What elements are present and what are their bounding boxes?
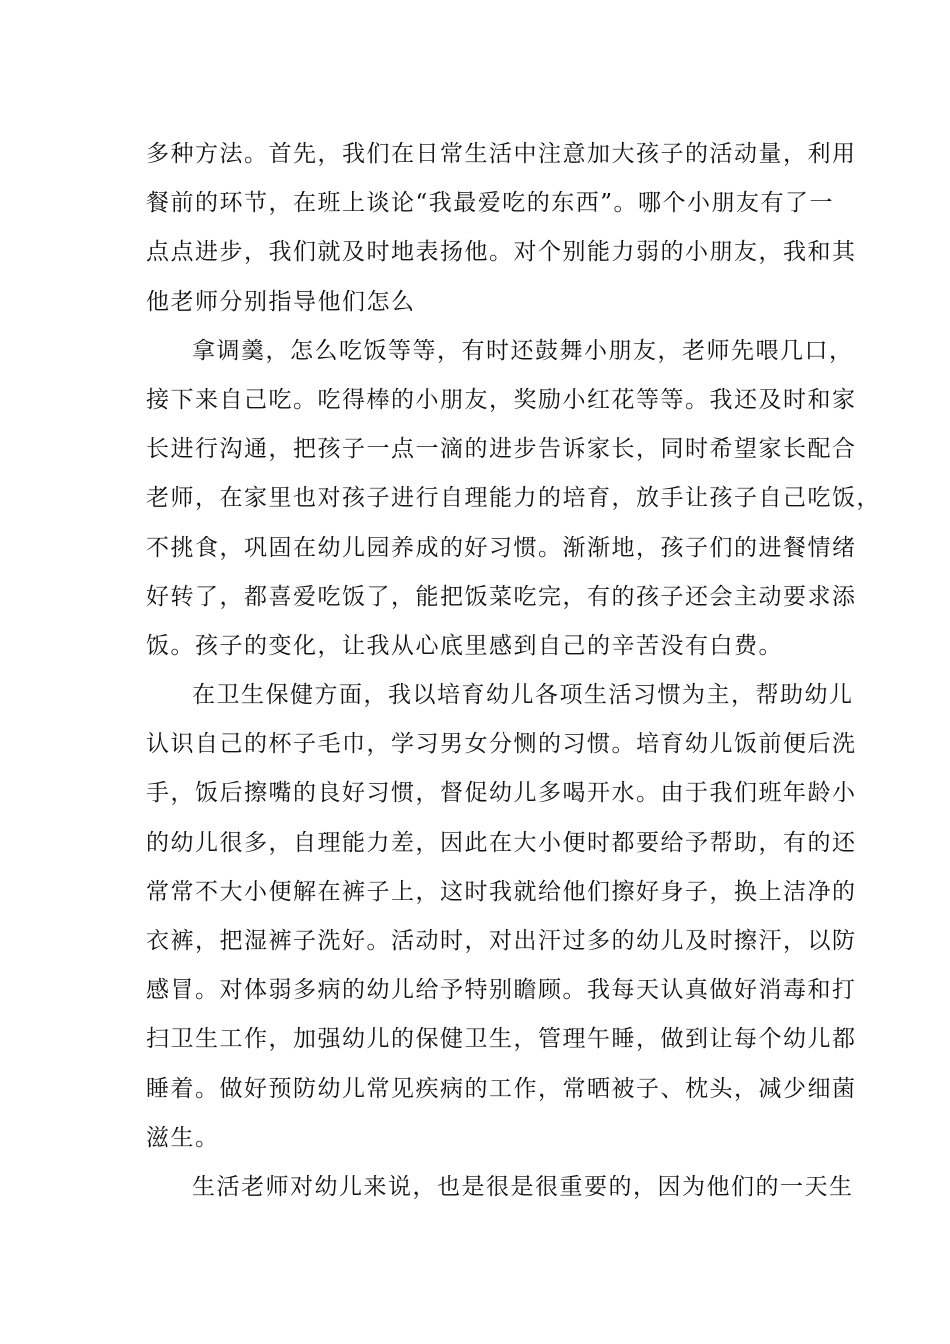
text-line: 饭。孩子的变化，让我从心底里感到自己的辛苦没有白费。	[146, 632, 783, 659]
text-line: 手，饭后擦嘴的良好习惯，督促幼儿多喝开水。由于我们班年龄小	[146, 780, 857, 807]
body-text	[146, 130, 881, 1212]
text-line: 点点进步，我们就及时地表扬他。对个别能力弱的小朋友，我和其	[146, 239, 857, 266]
text-line: 不挑食，巩固在幼儿园养成的好习惯。渐渐地，孩子们的进餐情绪	[146, 534, 857, 561]
text-line: 好转了，都喜爱吃饭了，能把饭菜吃完，有的孩子还会主动要求添	[146, 583, 857, 610]
paragraph-start-line: 拿调羹，怎么吃饭等等，有时还鼓舞小朋友，老师先喂几口，	[192, 337, 854, 364]
text-line: 长进行沟通，把孩子一点一滴的进步告诉家长，同时希望家长配合	[146, 436, 857, 463]
paragraph-start-line: 生活老师对幼儿来说，也是很是很重要的，因为他们的一天生	[192, 1173, 854, 1200]
text-line: 扫卫生工作，加强幼儿的保健卫生，管理午睡，做到让每个幼儿都	[146, 1026, 857, 1053]
text-line: 老师，在家里也对孩子进行自理能力的培育，放手让孩子自己吃饭，	[146, 485, 881, 512]
paragraph-start-line: 在卫生保健方面，我以培育幼儿各项生活习惯为主，帮助幼儿	[192, 682, 854, 709]
text-line: 感冒。对体弱多病的幼儿给予特别瞻顾。我每天认真做好消毒和打	[146, 977, 857, 1004]
text-line: 认识自己的杯子毛巾，学习男女分恻的习惯。培育幼儿饭前便后洗	[146, 731, 857, 758]
text-line: 餐前的环节，在班上谈论“我最爱吃的东西”。哪个小朋友有了一	[146, 190, 835, 217]
text-line: 的幼儿很多，自理能力差，因此在大小便时都要给予帮助，有的还	[146, 829, 857, 856]
text-line: 接下来自己吃。吃得棒的小朋友，奖励小红花等等。我还及时和家	[146, 386, 857, 413]
text-line: 衣裤，把湿裤子洗好。活动时，对出汗过多的幼儿及时擦汗，以防	[146, 928, 857, 954]
text-line: 滋生。	[146, 1124, 220, 1151]
text-line: 多种方法。首先，我们在日常生活中注意加大孩子的活动量，利用	[146, 141, 857, 167]
text-line: 他老师分别指导他们怎么	[146, 288, 416, 315]
text-line: 常常不大小便解在裤子上，这时我就给他们擦好身子，换上洁净的	[146, 878, 857, 905]
text-line: 睡着。做好预防幼儿常见疾病的工作，常晒被子、枕头，减少细菌	[146, 1075, 857, 1102]
